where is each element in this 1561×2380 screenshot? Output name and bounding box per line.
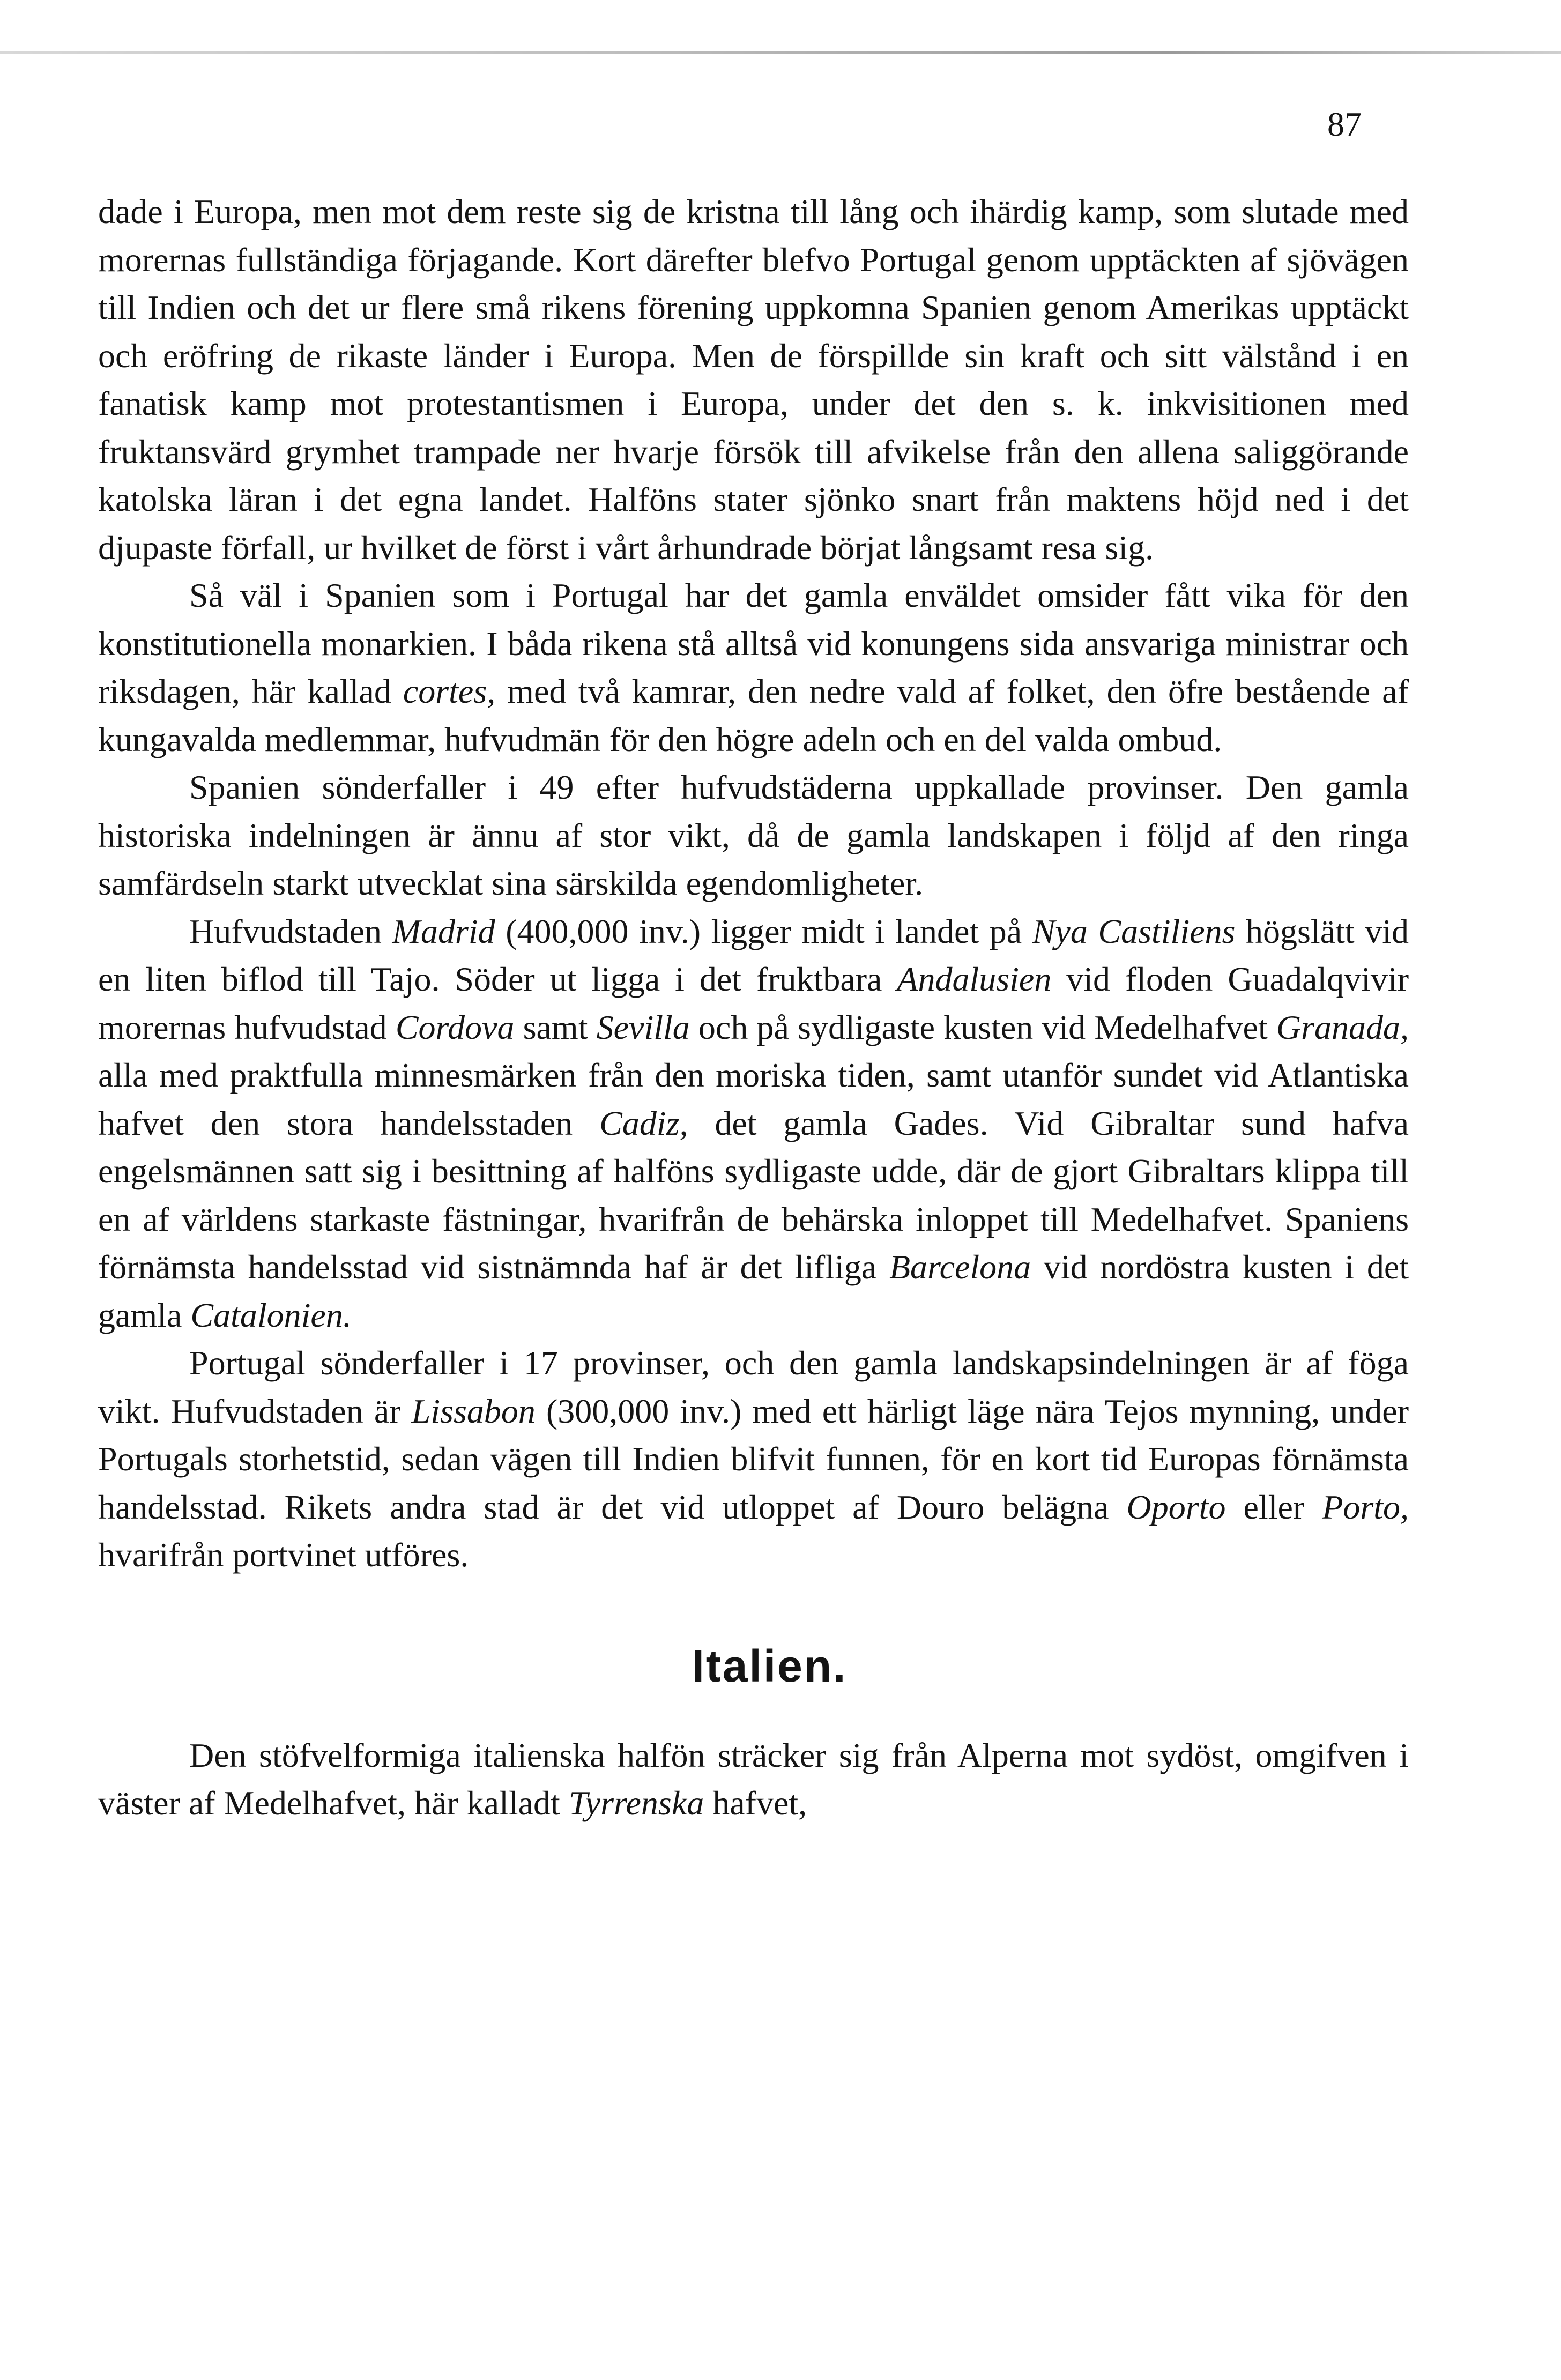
text-run: (300,000 inv.) med ett härligt läge nära Tejos mynning, under Portugals storhetstid, sedan vägen till Indien blifvit funnen, för en kort tid Europas förnämsta handelsstad. Rikets andra stad är det vid utloppet af Douro belägna: [98, 1392, 1409, 1526]
text-body: [98, 188, 1409, 1827]
text-run: eller: [1225, 1488, 1322, 1526]
place-lissabon: Lissabon: [411, 1392, 536, 1430]
place-sevilla: Sevilla: [596, 1008, 690, 1046]
text-run: Den stöfvelformiga italienska halfön sträcker sig från Alperna mot sydöst, omgifven i väster af Medelhafvet, här kalladt: [98, 1736, 1409, 1822]
text-run: det gamla Gades. Vid Gibraltar sund hafva engelsmännen satt sig i besittning af halföns sydligaste udde, där de gjort Gibraltars klippa till en af världens starkaste fästningar, hvarifrån de behärska inloppet till Medelhafvet. Spaniens förnämsta handelsstad vid sistnämnda haf är det lifliga: [98, 1104, 1409, 1286]
top-edge-rule: [0, 51, 1561, 54]
paragraph-spain-cities: [98, 908, 1409, 1340]
paragraph-italy-intro: [98, 1731, 1409, 1827]
text-run: hafvet,: [704, 1784, 807, 1822]
place-cadiz: Cadiz,: [599, 1104, 688, 1142]
place-porto: Porto,: [1322, 1488, 1409, 1526]
text-run: högslätt vid en liten biflod till Tajo. Söder ut ligga i det fruktbara: [98, 912, 1409, 998]
place-andalusien: Andalusien: [897, 960, 1052, 998]
text-run: och på sydligaste kusten vid Medelhafvet: [689, 1008, 1276, 1046]
text-run: Hufvudstaden: [189, 912, 392, 950]
text-run: hvarifrån portvinet utföres.: [98, 1536, 469, 1574]
place-oporto: Oporto: [1126, 1488, 1226, 1526]
paragraph-provinces: Spanien sönderfaller i 49 efter hufvudstäderna uppkallade provinser. Den gamla historiska indelningen är ännu af stor vikt, då de gamla landskapen i följd af den ringa samfärdseln starkt utvecklat sina särskilda egendomligheter.: [98, 768, 1409, 902]
text-run: alla med praktfulla minnesmärken från den moriska tiden, samt utanför sundet vid Atlantiska hafvet den stora handelsstaden: [98, 1056, 1409, 1142]
text-run: vid nordöstra kusten i det gamla: [98, 1248, 1409, 1334]
text-run: samt: [514, 1008, 597, 1046]
text-run: Så väl i Spanien som i Portugal har det gamla enväldet omsider fått vika för den konstitutionella monarkien. I båda rikena stå alltså vid konungens sida ansvariga ministrar och riksdagen, här kallad: [98, 576, 1409, 710]
text-run: med två kamrar, den nedre vald af folket, den öfre bestående af kungavalda medlemmar, hufvudmän för den högre adeln och en del valda ombud.: [98, 672, 1409, 758]
paragraph-constitution: [98, 571, 1409, 763]
place-madrid: Madrid: [392, 912, 495, 950]
paragraph-portugal: [98, 1339, 1409, 1579]
place-nya-castiliens: Nya Castiliens: [1032, 912, 1236, 950]
place-catalonien: Catalonien.: [190, 1296, 352, 1334]
paragraph-spain-history: dade i Europa, men mot dem reste sig de kristna till lång och ihärdig kamp, som slutade med morernas fullständiga förjagande. Kort därefter blefvo Portugal genom upptäckten af sjövägen till Indien och det ur flere små rikens förening uppkomna Spanien genom Amerikas upptäckt och eröfring de rikaste länder i Europa. Men de förspillde sin kraft och sitt välstånd i en fanatisk kamp mot protestantismen i Europa, under det den s. k. inkvisitionen med fruktansvärd grymhet trampade ner hvarje försök till afvikelse från den allena saliggörande katolska läran i det egna landet. Halföns stater sjönko snart från maktens höjd ned i det djupaste förfall, ur hvilket de först i vårt århundrade börjat långsamt resa sig.: [98, 192, 1409, 567]
place-granada: Granada,: [1276, 1008, 1409, 1046]
italic-term-cortes: cortes,: [403, 672, 496, 710]
place-cordova: Cordova: [395, 1008, 515, 1046]
text-run: vid floden Guadalqvivir morernas hufvudstad: [98, 960, 1409, 1046]
text-run: Portugal sönderfaller i 17 provinser, och den gamla landskapsindelningen är af föga vikt. Hufvudstaden är: [98, 1344, 1409, 1430]
place-tyrrenska: Tyrrenska: [568, 1784, 704, 1822]
page-number: 87: [1327, 105, 1362, 143]
text-run: (400,000 inv.) ligger midt i landet på: [495, 912, 1032, 950]
place-barcelona: Barcelona: [889, 1248, 1031, 1286]
section-heading-italien: Italien.: [692, 1640, 848, 1691]
